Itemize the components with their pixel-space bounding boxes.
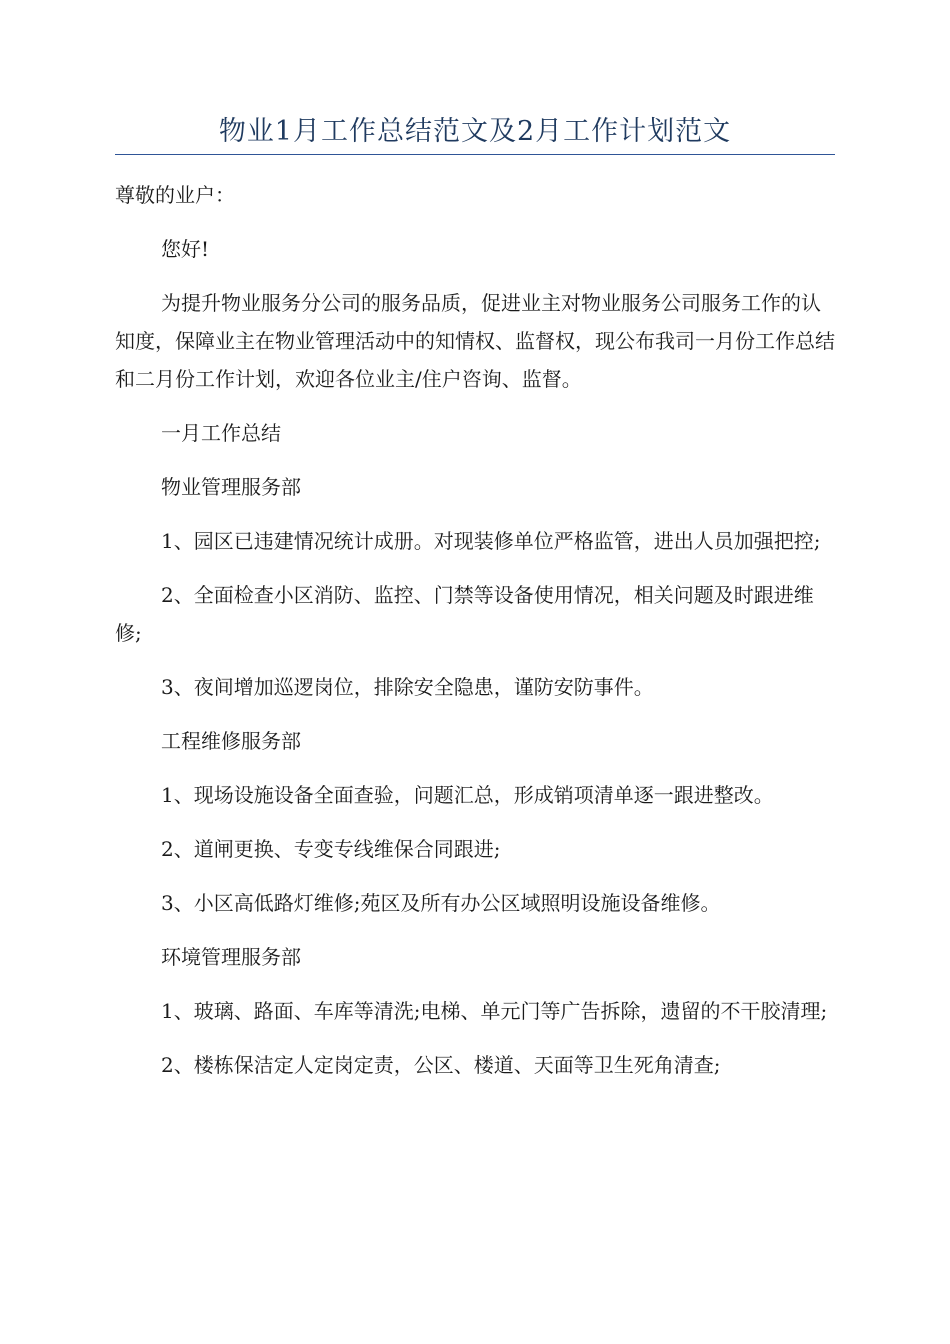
list-item: 3、夜间增加巡逻岗位，排除安全隐患，谨防安防事件。 — [161, 675, 654, 699]
section-heading-january-summary: 一月工作总结 — [161, 421, 281, 445]
list-item: 2、楼栋保洁定人定岗定责，公区、楼道、天面等卫生死角清查; — [161, 1053, 721, 1077]
paragraph-intro: 为提升物业服务分公司的服务品质，促进业主对物业服务公司服务工作的认知度，保障业主在物业管理活动中的知情权、监督权，现公布我司一月份工作总结和二月份工作计划，欢迎各位业主/住户咨询、监督。 — [115, 291, 835, 391]
paragraph-greeting: 您好! — [161, 237, 210, 261]
list-item: 3、小区高低路灯维修;苑区及所有办公区域照明设施设备维修。 — [161, 891, 721, 915]
subsection-heading-property-management: 物业管理服务部 — [161, 475, 301, 499]
list-item: 1、玻璃、路面、车库等清洗;电梯、单元门等广告拆除，遗留的不干胶清理; — [161, 999, 828, 1023]
subsection-heading-environment-management: 环境管理服务部 — [161, 945, 301, 969]
list-item: 1、现场设施设备全面查验，问题汇总，形成销项清单逐一跟进整改。 — [161, 783, 774, 807]
title-underline — [115, 154, 835, 155]
document-title: 物业1月工作总结范文及2月工作计划范文 — [218, 116, 732, 147]
document-body — [115, 176, 837, 1100]
list-item: 1、园区已违建情况统计成册。对现装修单位严格监管，进出人员加强把控; — [161, 529, 821, 553]
list-item: 2、道闸更换、专变专线维保合同跟进; — [161, 837, 501, 861]
paragraph-salutation: 尊敬的业户： — [115, 183, 235, 207]
list-item: 2、全面检查小区消防、监控、门禁等设备使用情况，相关问题及时跟进维修; — [115, 583, 814, 645]
subsection-heading-engineering-maintenance: 工程维修服务部 — [161, 729, 301, 753]
